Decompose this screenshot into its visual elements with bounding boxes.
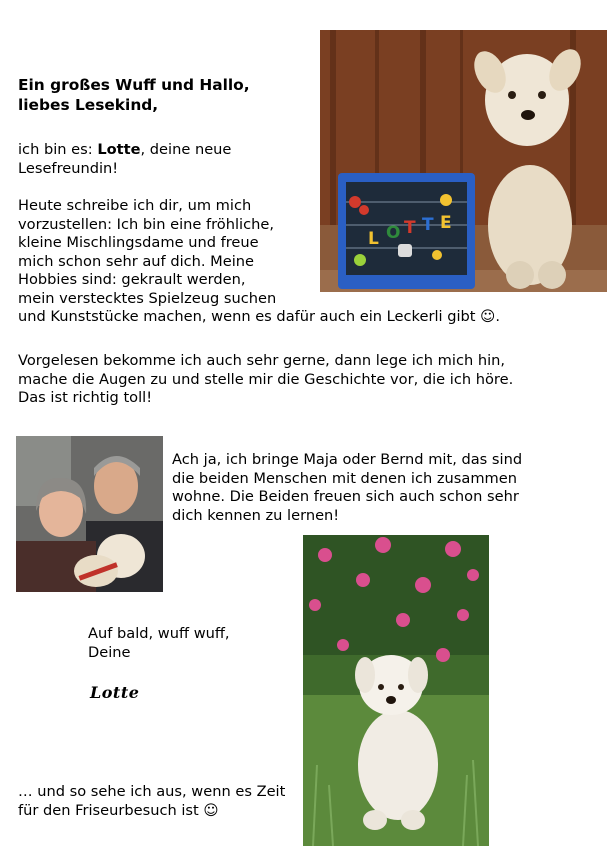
para3-line: mache die Augen zu und stelle mir die Geschichte vor, die ich höre. <box>18 370 514 388</box>
garden-illustration <box>303 535 489 846</box>
para2-line: mein verstecktes Spielzeug suchen <box>18 289 277 307</box>
owners-paragraph <box>172 451 602 525</box>
photo-dog-with-board <box>320 30 607 292</box>
haircut-caption <box>18 783 285 820</box>
closing-line-2: Deine <box>88 643 131 661</box>
reading-paragraph <box>18 352 608 408</box>
para2-line: Heute schreibe ich dir, um mich <box>18 197 252 214</box>
dog-board-illustration <box>320 30 607 292</box>
para2-line: und Kunststücke machen, wenn es dafür auch ein Leckerli gibt ☺. <box>18 308 501 325</box>
board-letter: E <box>440 213 452 233</box>
closing-line-1: Auf bald, wuff wuff, <box>88 625 230 642</box>
para4-line: wohne. Die Beiden freuen sich auch schon sehr <box>172 488 519 505</box>
para2-line: kleine Mischlingsdame und freue <box>18 234 259 251</box>
para4-line: Ach ja, ich bringe Maja oder Bernd mit, das sind <box>172 451 523 468</box>
heading-line-1: Ein großes Wuff und Hallo, <box>18 76 250 94</box>
board-letter: T <box>404 218 416 238</box>
dog-name: Lotte <box>97 141 141 158</box>
para3-line: Das ist richtig toll! <box>18 389 153 406</box>
photo-dog-garden <box>303 535 489 846</box>
board-letter: L <box>368 229 379 249</box>
para2-line: Hobbies sind: gekrault werden, <box>18 271 246 288</box>
intro-line-1: ich bin es: Lotte, deine neue <box>18 141 232 158</box>
para2-line: vorzustellen: Ich bin eine fröhliche, <box>18 215 274 233</box>
board-letter: O <box>386 223 401 243</box>
caption-line-1: … und so sehe ich aus, wenn es Zeit <box>18 783 286 800</box>
intro-paragraph <box>18 141 231 178</box>
para4-line: dich kennen zu lernen! <box>172 506 340 524</box>
para2-line: mich schon sehr auf dich. Meine <box>18 252 255 270</box>
para3-line: Vorgelesen bekomme ich auch sehr gerne, dann lege ich mich hin, <box>18 352 506 369</box>
heading-line-2: liebes Lesekind, <box>18 95 159 114</box>
caption-line-2: für den Friseurbesuch ist ☺ <box>18 801 219 819</box>
signature: Lotte <box>90 683 140 702</box>
para4-line: die beiden Menschen mit denen ich zusammen <box>172 469 517 487</box>
letter-heading <box>18 76 250 115</box>
intro-line-2: Lesefreundin! <box>18 159 119 177</box>
owners-illustration <box>16 436 163 592</box>
closing <box>88 625 230 662</box>
board-letter: T <box>422 215 434 235</box>
photo-owners <box>16 436 163 592</box>
